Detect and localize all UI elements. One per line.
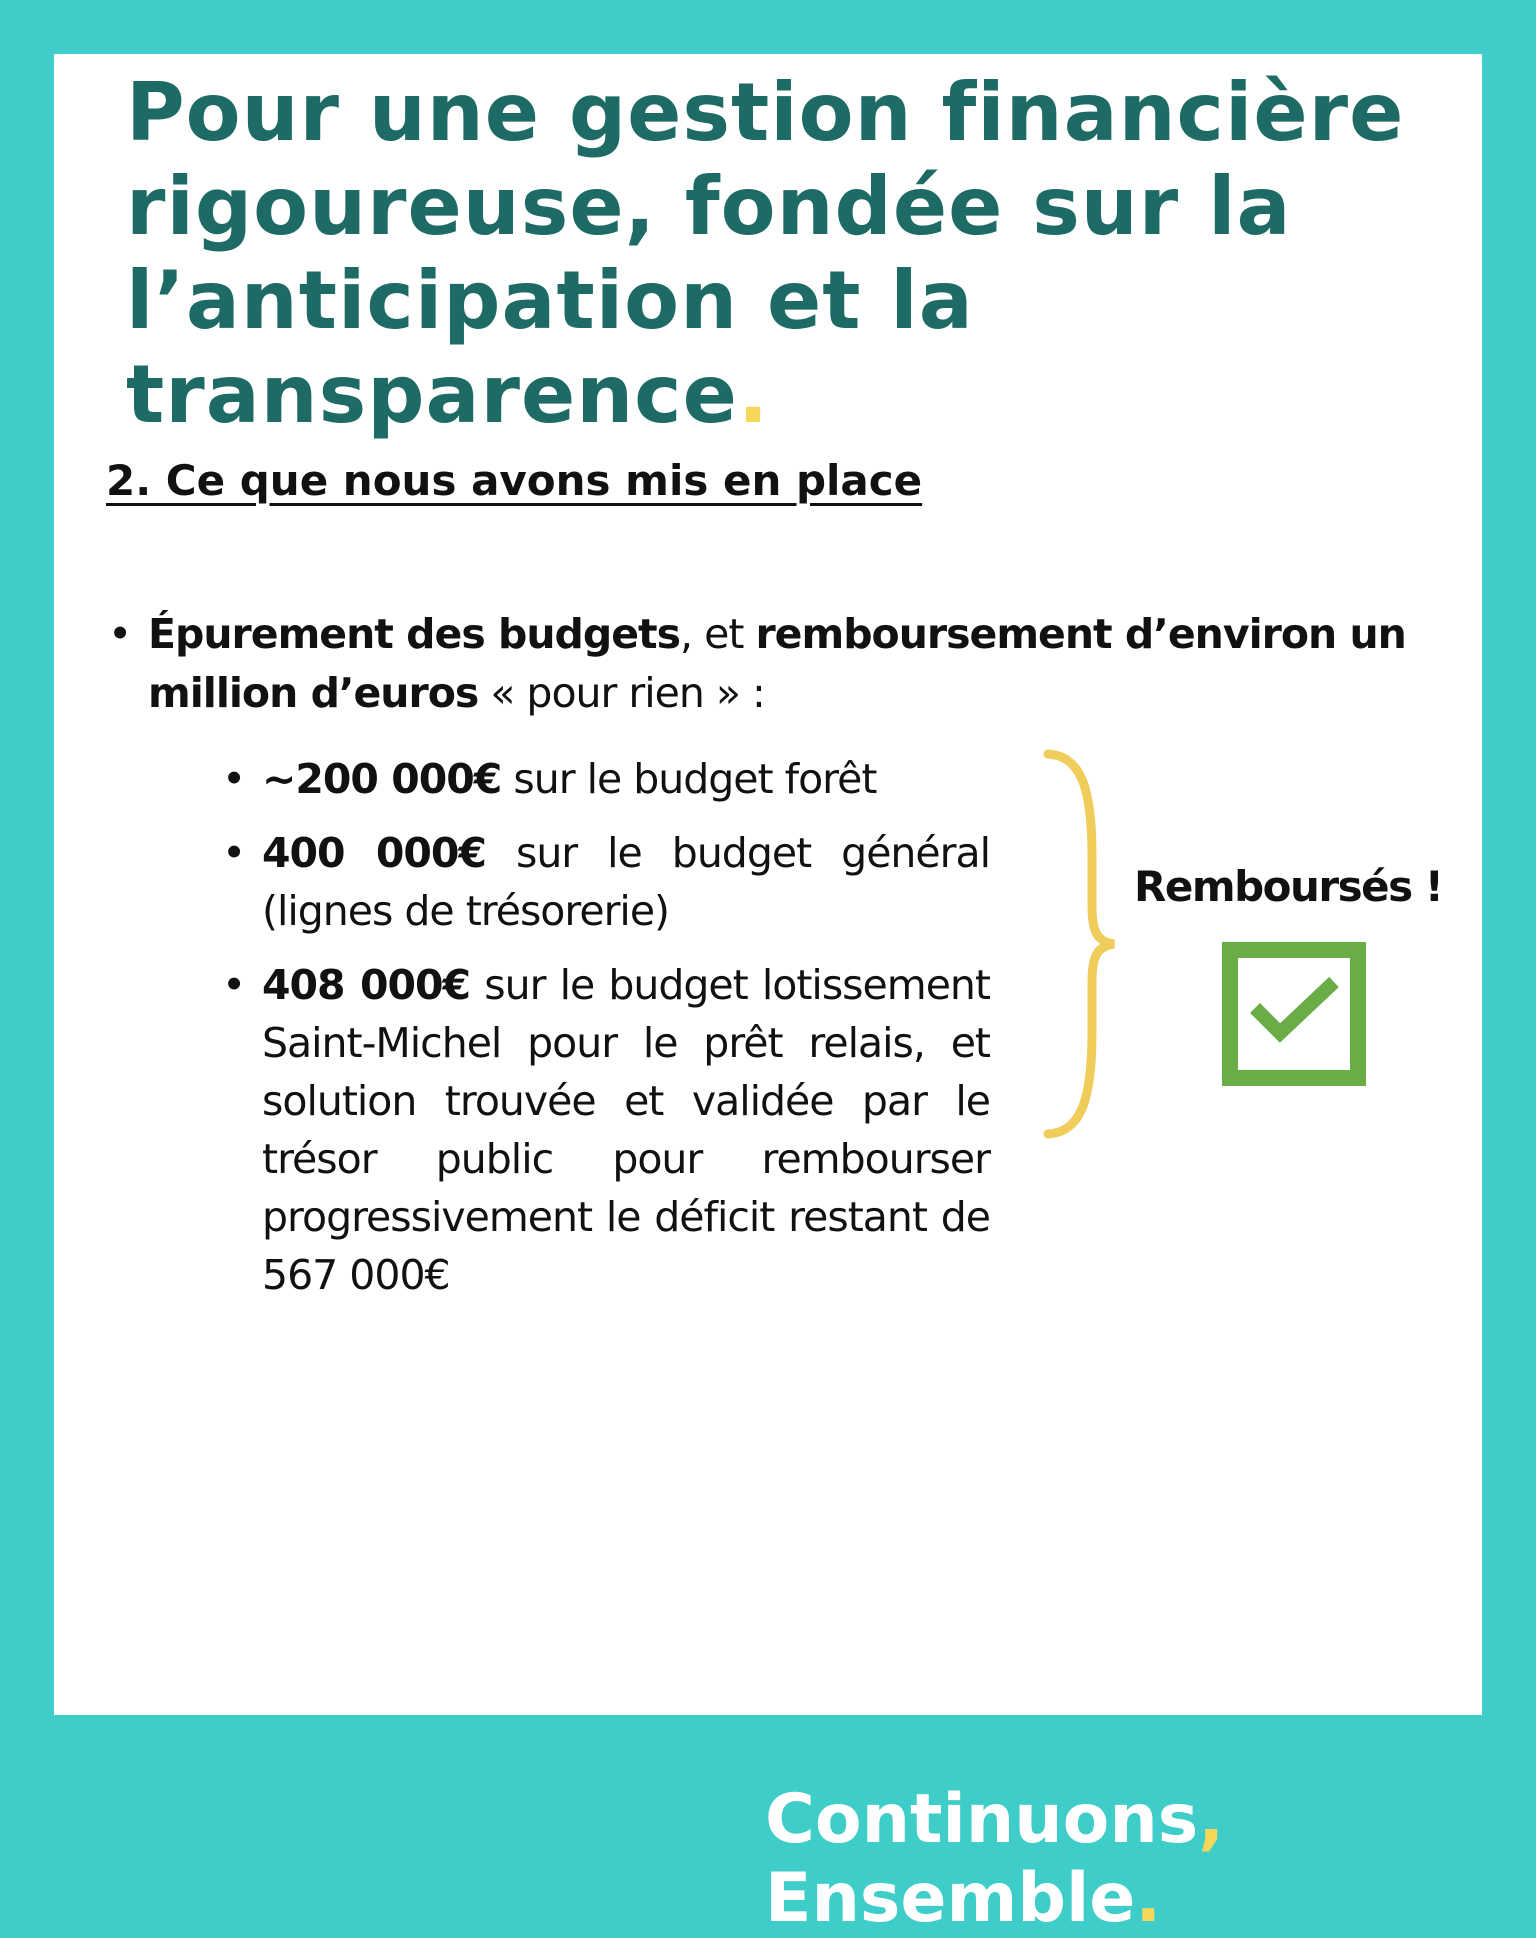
checkbox-checked-icon	[1222, 942, 1366, 1086]
text: « pour rien » :	[478, 669, 765, 717]
slogan-part: Continuons	[765, 1780, 1199, 1859]
status-label: Remboursés !	[1134, 862, 1443, 911]
bold-text: remboursement d’environ un million d’euros	[148, 610, 1406, 717]
sub-bullet-list	[222, 750, 990, 1320]
list-item	[222, 824, 990, 940]
main-bullet	[108, 605, 1468, 723]
bullet-icon: •	[222, 961, 246, 1009]
list-item	[222, 956, 990, 1304]
bold-text: Épurement des budgets	[148, 610, 681, 658]
list-item	[222, 750, 990, 808]
bullet-icon: •	[222, 755, 246, 803]
main-bullet-text	[148, 605, 1468, 723]
slogan-dot: .	[1135, 1859, 1162, 1938]
description: sur le budget forêt	[501, 755, 877, 803]
description: sur le budget lotissement Saint-Michel pour le prêt relais, et solution trouvée et validée par le trésor public pour rembourser progressivement le déficit restant de 567 000€	[262, 961, 990, 1299]
footer-slogan	[765, 1780, 1536, 1938]
description: sur le budget général (lignes de trésorerie)	[262, 829, 990, 935]
bullet-icon: •	[222, 829, 246, 877]
curly-brace-icon	[1040, 746, 1120, 1142]
slogan-comma: ,	[1198, 1780, 1225, 1859]
page-title	[126, 66, 1476, 442]
title-dot: .	[737, 348, 770, 441]
text: , et	[680, 610, 756, 658]
amount: ~200 000€	[262, 755, 502, 803]
amount: 400 000€	[262, 829, 486, 877]
bullet-icon: •	[108, 610, 132, 658]
slogan-part: Ensemble	[765, 1859, 1136, 1938]
amount: 408 000€	[262, 961, 471, 1009]
section-heading: 2. Ce que nous avons mis en place	[106, 456, 923, 505]
title-text: Pour une gestion financière rigoureuse, fondée sur la l’anticipation et la transparence	[126, 66, 1405, 441]
